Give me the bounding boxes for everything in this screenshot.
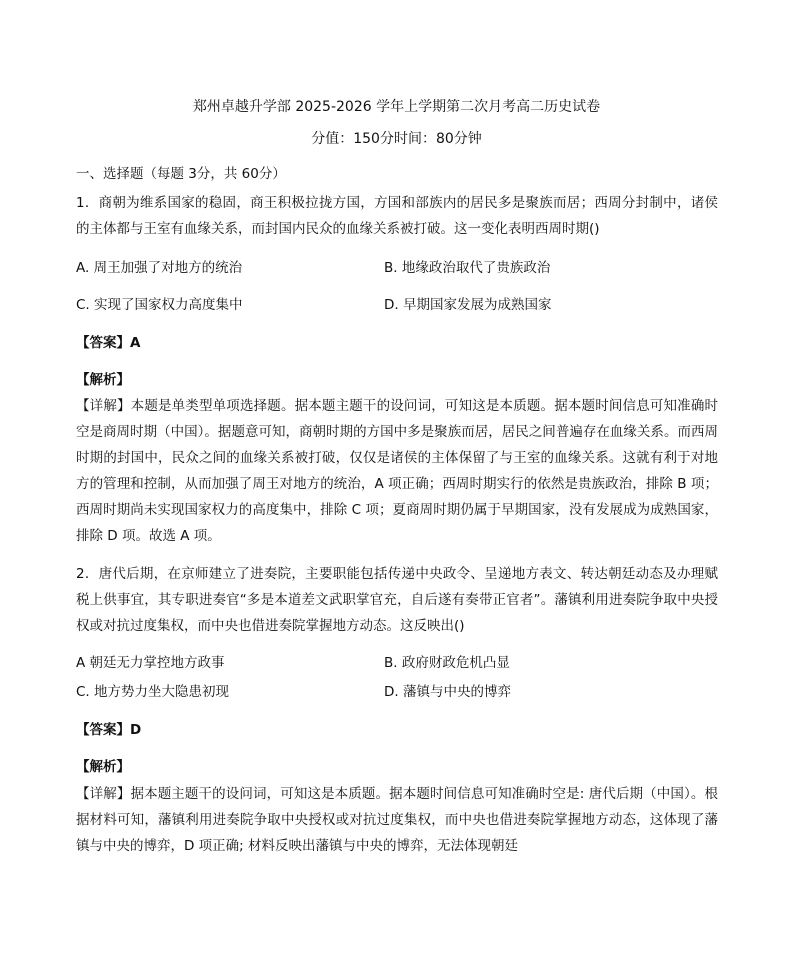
question-1-option-d: D. 早期国家发展为成熟国家 — [384, 297, 552, 313]
question-2-option-b: B. 政府财政危机凸显 — [384, 655, 510, 671]
question-1-option-a: A. 周王加强了对地方的统治 — [76, 260, 243, 276]
question-1-detail: 【详解】本题是单类型单项选择题。据本题主题干的设问词，可知这是本质题。据本题时间信息可知准确时空是商周时期（中国）。据题意可知，商朝时期的方国中多是聚族而居，居民之间普遍存在血缘关系。而西周时期的封国中，民众之间的血缘关系被打破，仅仅是诸侯的主体保留了与王室的血缘关系。这就有利于对地方的管理和控制，从而加强了周王对地方的统治，A 项正确；西周时期实行的依然是贵族政治，排除 B 项；西周时期尚未实现国家权力的高度集中，排除 C 项；夏商周时期仍属于早期国家，没有发展成为成熟国家，排除 D 项。故选 A 项。 — [76, 398, 718, 544]
question-1-stem: 1．商朝为维系国家的稳固，商王积极拉拢方国，方国和部族内的居民多是聚族而居；西周分封制中，诸侯的主体都与王室有血缘关系，而封国内民众的血缘关系被打破。这一变化表明西周时期() — [76, 195, 718, 237]
question-1-option-b: B. 地缘政治取代了贵族政治 — [384, 260, 551, 276]
question-2-option-c: C. 地方势力坐大隐患初现 — [76, 684, 230, 700]
question-2-option-d: D. 藩镇与中央的博弈 — [384, 684, 511, 700]
question-2-analysis-label: 【解析】 — [76, 759, 130, 775]
question-1-analysis-label: 【解析】 — [76, 372, 130, 388]
exam-title: 郑州卓越升学部 2025-2026 学年上学期第二次月考高二历史试卷 — [192, 99, 601, 115]
section-heading: 一、选择题（每题 3分，共 60分） — [76, 166, 286, 182]
question-1-answer: 【答案】A — [76, 335, 141, 351]
question-2-stem: 2．唐代后期，在京师建立了进奏院，主要职能包括传递中央政令、呈递地方表文、转达朝廷动态及办理赋税上供事宜，其专职进奏官“多是本道差文武职掌官充，自后遂有奏带正官者”。藩镇利用进奏院争取中央授权或对抗过度集权，而中央也借进奏院掌握地方动态。这反映出() — [76, 566, 718, 634]
question-2-option-a: A 朝廷无力掌控地方政事 — [76, 655, 225, 671]
question-2-detail: 【详解】据本题主题干的设问词，可知这是本质题。据本题时间信息可知准确时空是: 唐代后期（中国）。根据材料可知，藩镇利用进奏院争取中央授权或对抗过度集权，而中央也借进奏院掌握地方动态，这体现了藩镇与中央的博弈，D 项正确; 材料反映出藩镇与中央的博弈，无法体现朝廷 — [76, 786, 718, 854]
question-1-option-c: C. 实现了国家权力高度集中 — [76, 297, 243, 313]
exam-subtitle: 分值：150分时间：80分钟 — [311, 131, 482, 147]
question-2-answer: 【答案】D — [76, 722, 142, 738]
